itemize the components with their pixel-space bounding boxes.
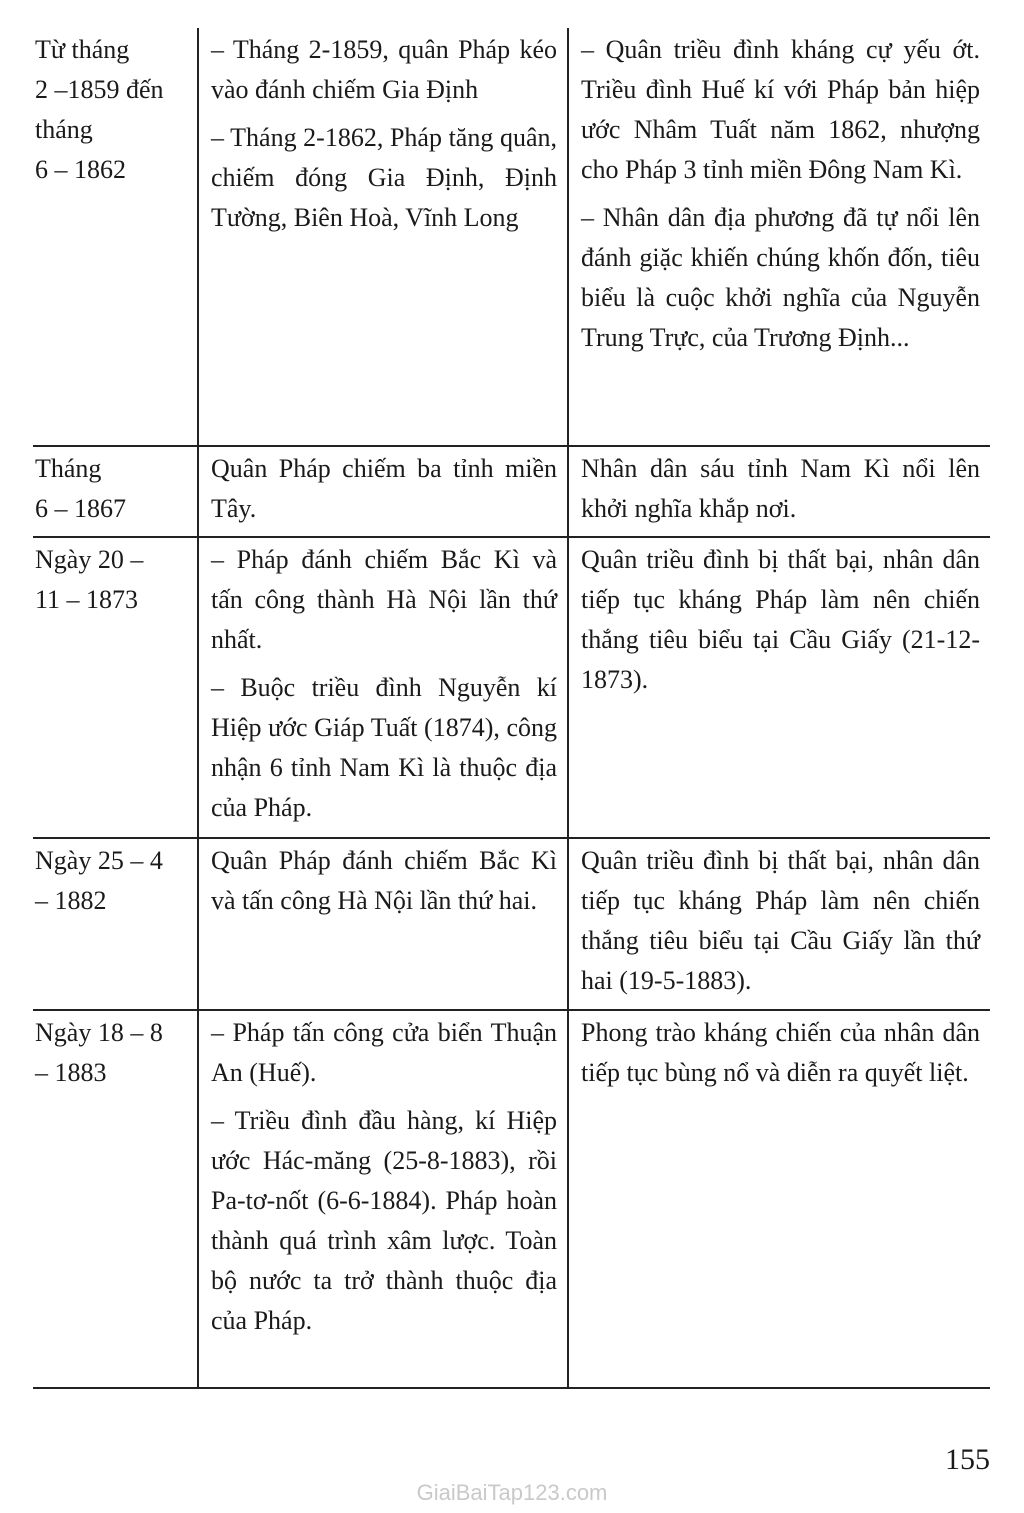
response-cell [568,1010,990,1388]
event-paragraph: – Tháng 2-1859, quân Pháp kéo vào đánh chiếm Gia Định [211,35,557,104]
event-paragraph: – Triều đình đầu hàng, kí Hiệp ước Hác-măng (25-8-1883), rồi Pa-tơ-nốt (6-6-1884). Pháp hoàn thành quá trình xâm lược. Toàn bộ nước ta trở thành thuộc địa của Pháp. [211,1106,557,1335]
date-cell [33,446,198,537]
response-paragraph: Quân triều đình bị thất bại, nhân dân tiếp tục kháng Pháp làm nên chiến thắng tiêu biểu tại Cầu Giấy lần thứ hai (19-5-1883). [581,846,980,995]
date-text: Tháng 6 – 1867 [35,454,126,523]
table-row [33,537,990,838]
response-cell [568,838,990,1010]
date-cell [33,1010,198,1388]
event-paragraph: Quân Pháp đánh chiếm Bắc Kì và tấn công Hà Nội lần thứ hai. [211,846,557,915]
date-cell [33,537,198,838]
table-row [33,1010,990,1388]
table-row [33,838,990,1010]
response-paragraph: Nhân dân sáu tỉnh Nam Kì nổi lên khởi nghĩa khắp nơi. [581,454,980,523]
date-cell [33,838,198,1010]
history-table-body [33,28,990,1388]
event-paragraph: – Buộc triều đình Nguyễn kí Hiệp ước Giáp Tuất (1874), công nhận 6 tỉnh Nam Kì là thuộc địa của Pháp. [211,673,557,822]
event-cell [198,446,568,537]
date-text: Ngày 18 – 8 – 1883 [35,1018,163,1087]
response-cell [568,537,990,838]
response-paragraph: Quân triều đình bị thất bại, nhân dân tiếp tục kháng Pháp làm nên chiến thắng tiêu biểu tại Cầu Giấy (21-12-1873). [581,545,980,694]
response-paragraph: Phong trào kháng chiến của nhân dân tiếp tục bùng nổ và diễn ra quyết liệt. [581,1018,980,1087]
date-text: Ngày 20 – 11 – 1873 [35,545,144,614]
table-row [33,446,990,537]
response-cell [568,28,990,446]
response-paragraph: – Quân triều đình kháng cự yếu ớt. Triều đình Huế kí với Pháp bản hiệp ước Nhâm Tuất năm 1862, nhượng cho Pháp 3 tỉnh miền Đông Nam Kì. [581,35,980,184]
event-paragraph: – Pháp đánh chiếm Bắc Kì và tấn công thành Hà Nội lần thứ nhất. [211,545,557,654]
event-cell [198,838,568,1010]
event-paragraph: – Pháp tấn công cửa biển Thuận An (Huế). [211,1018,557,1087]
date-cell [33,28,198,446]
response-cell [568,446,990,537]
event-cell [198,1010,568,1388]
date-text: Từ tháng 2 –1859 đến tháng 6 – 1862 [35,35,164,184]
table-row [33,28,990,446]
event-paragraph: – Tháng 2-1862, Pháp tăng quân, chiếm đóng Gia Định, Định Tường, Biên Hoà, Vĩnh Long [211,123,557,232]
event-cell [198,28,568,446]
date-text: Ngày 25 – 4 – 1882 [35,846,163,915]
response-paragraph: – Nhân dân địa phương đã tự nổi lên đánh giặc khiến chúng khốn đốn, tiêu biểu là cuộc khởi nghĩa của Nguyễn Trung Trực, của Trương Định... [581,203,980,352]
watermark: GiaiBaiTap123.com [416,1480,608,1505]
event-cell [198,537,568,838]
event-paragraph: Quân Pháp chiếm ba tỉnh miền Tây. [211,454,557,523]
history-table [33,28,990,1389]
page-number: 155 [945,1443,990,1476]
